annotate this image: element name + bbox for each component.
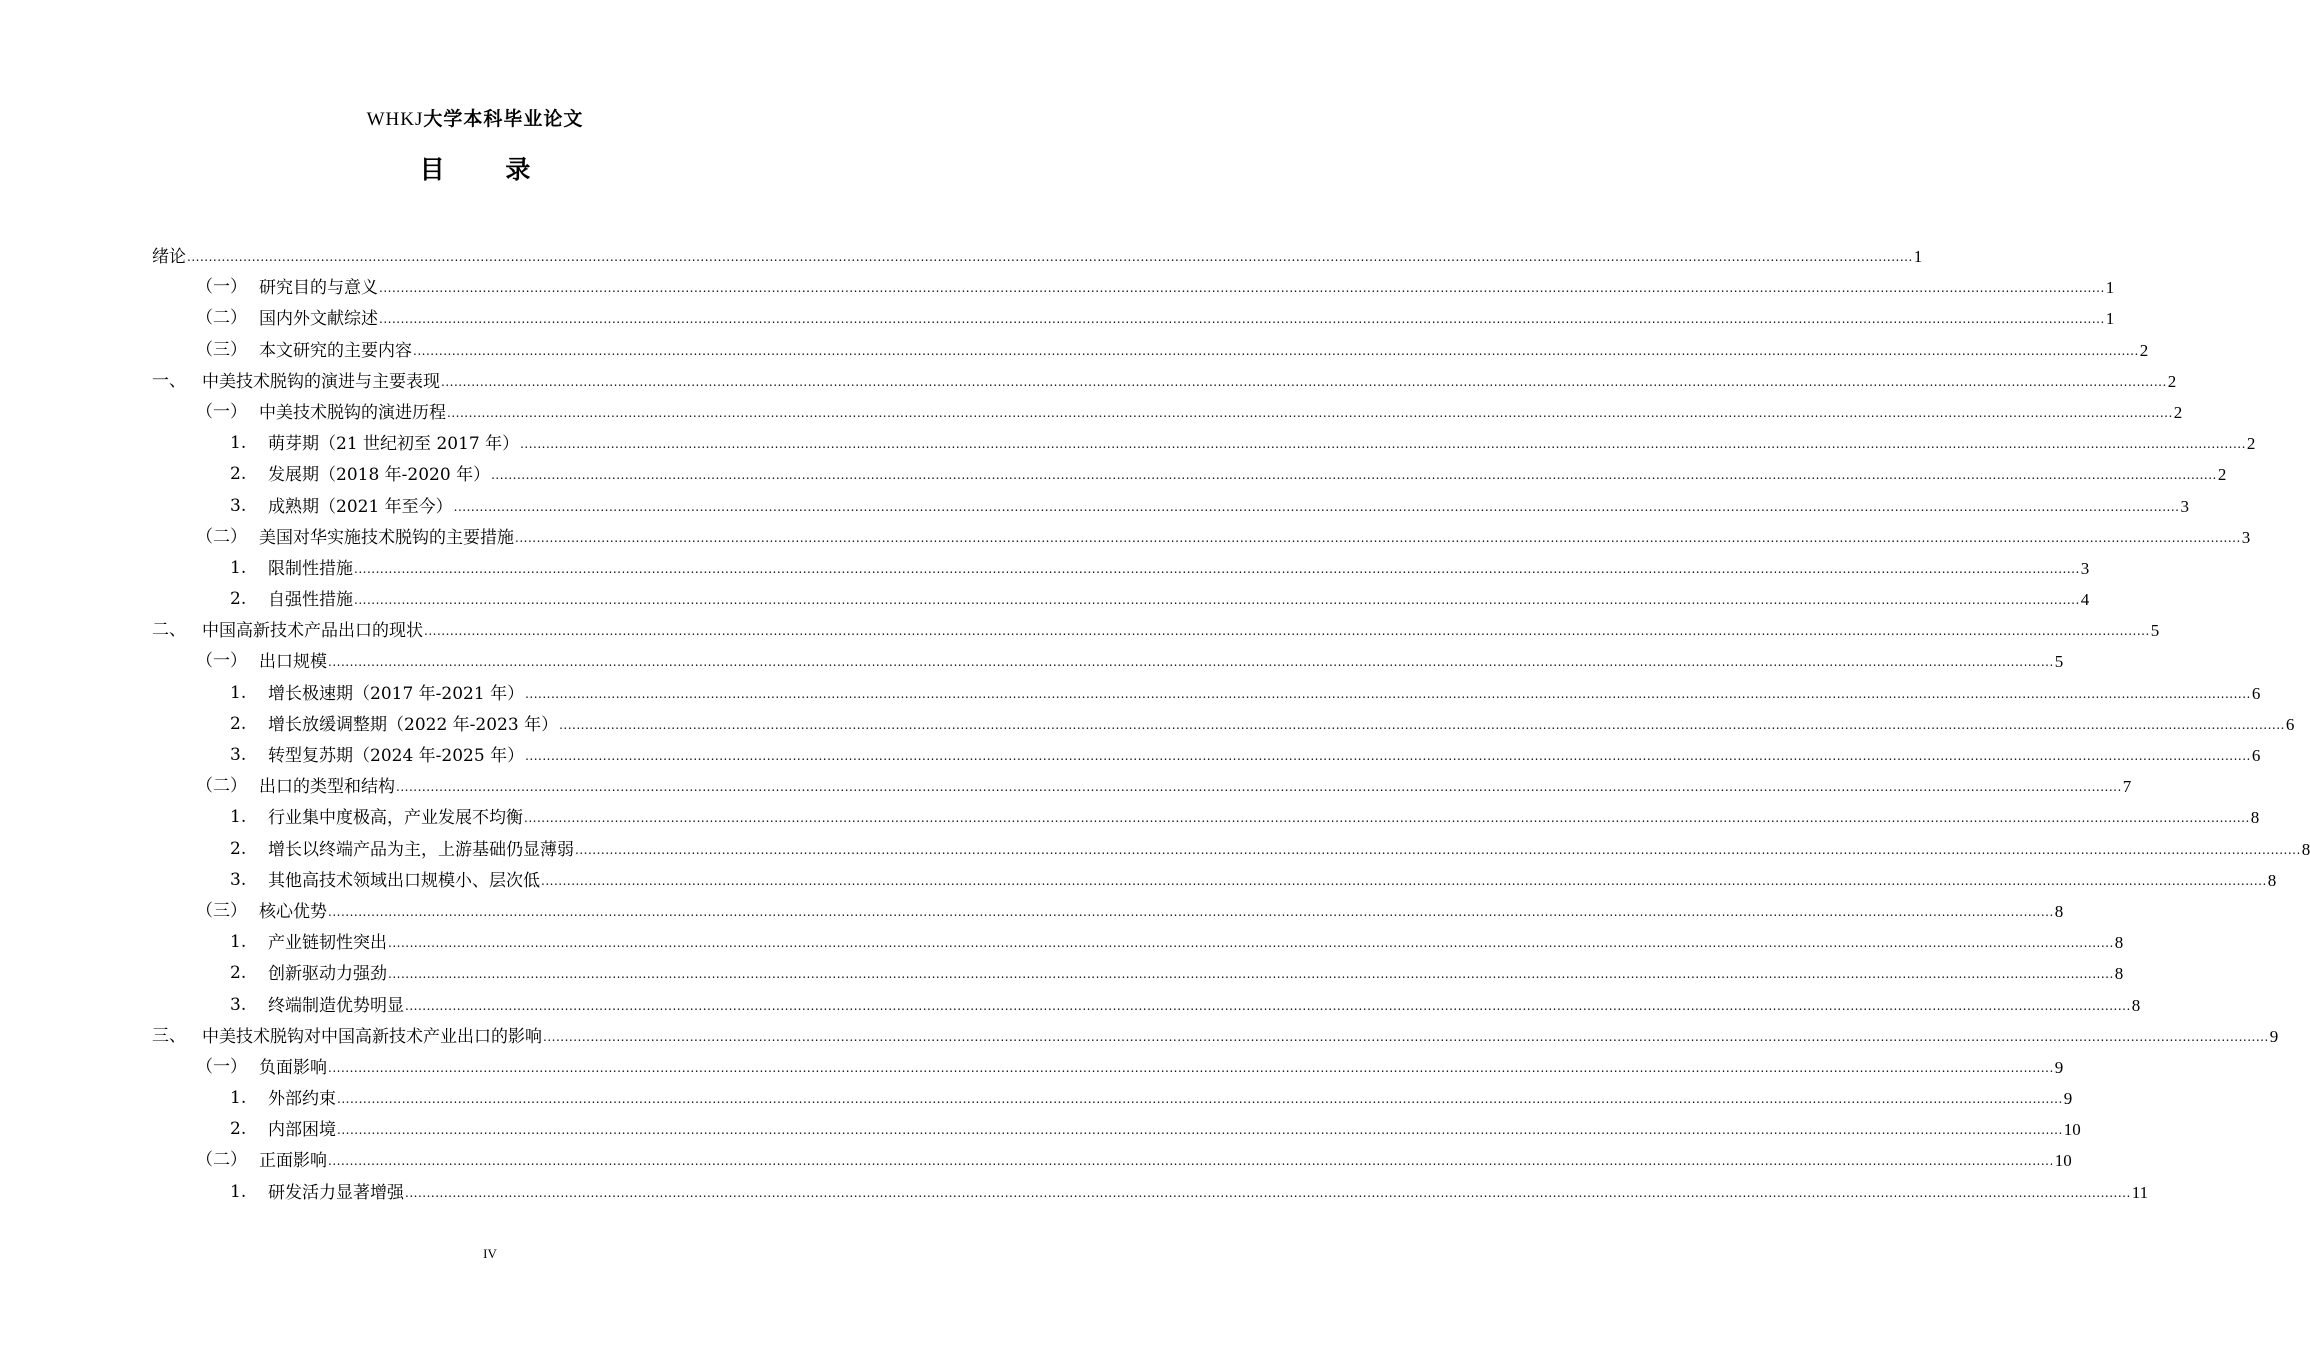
- toc-entry-label[interactable]: 产业链韧性突出: [268, 933, 387, 954]
- toc-leader-dots: ................................................................................................................................................................................................................................................................................................................................................................................................................: [413, 343, 2139, 358]
- toc-leader-dots: ................................................................................................................................................................................................................................................................................................................................................................................................................: [337, 1092, 2063, 1107]
- toc-entry-label[interactable]: 中美技术脱钩的演进历程: [259, 402, 446, 423]
- header-university-name: 大学本科毕业论文: [423, 108, 584, 130]
- toc-entry-marker: 3.: [230, 994, 247, 1015]
- toc-entry-marker: 2.: [230, 713, 247, 734]
- toc-entry-label[interactable]: 中美技术脱钩对中国高新技术产业出口的影响: [202, 1026, 542, 1047]
- toc-entry-label[interactable]: 萌芽期（21 世纪初至 2017 年）: [268, 434, 520, 455]
- toc-entry-page[interactable]: 2: [2167, 371, 2177, 391]
- toc-entry[interactable]: [0, 646, 2064, 677]
- toc-entry-marker: 1.: [230, 932, 247, 953]
- toc-entry-label[interactable]: 其他高技术领域出口规模小、层次低: [268, 870, 540, 891]
- toc-entry-label[interactable]: 出口规模: [259, 652, 327, 673]
- toc-entry-line: [152, 241, 1923, 274]
- toc-entry-label[interactable]: 限制性措施: [268, 558, 353, 579]
- toc-entry-label[interactable]: 中美技术脱钩的演进与主要表现: [202, 371, 440, 392]
- toc-entry[interactable]: [0, 272, 2115, 303]
- toc-entry-page[interactable]: 8: [2114, 933, 2124, 953]
- toc-entry-line: [268, 834, 2310, 867]
- toc-entry-line: [268, 865, 2277, 898]
- toc-leader-dots: ................................................................................................................................................................................................................................................................................................................................................................................................................: [379, 281, 2105, 296]
- toc-entry-line: [259, 1145, 2072, 1178]
- toc-entry[interactable]: [0, 428, 2256, 459]
- toc-leader-dots: ................................................................................................................................................................................................................................................................................................................................................................................................................: [396, 780, 2122, 795]
- toc-entry[interactable]: [0, 865, 2277, 896]
- toc-leader-dots: ................................................................................................................................................................................................................................................................................................................................................................................................................: [447, 405, 2173, 420]
- toc-entry-marker: 3.: [230, 495, 247, 516]
- toc-entry-marker: （二）: [196, 1150, 247, 1171]
- table-of-contents: [0, 241, 2310, 1208]
- toc-entry-label[interactable]: 美国对华实施技术脱钩的主要措施: [259, 527, 514, 548]
- toc-entry-label[interactable]: 自强性措施: [268, 590, 353, 611]
- toc-entry-line: [268, 1114, 2081, 1147]
- toc-title: 目 录: [419, 155, 557, 184]
- toc-entry-marker: 1.: [230, 682, 247, 703]
- toc-entry-page[interactable]: 8: [2131, 995, 2141, 1015]
- toc-entry-marker: （二）: [196, 308, 247, 329]
- toc-entry[interactable]: [0, 958, 2124, 989]
- toc-entry-page[interactable]: 10: [2054, 1151, 2072, 1171]
- toc-entry-line: [268, 1083, 2073, 1116]
- toc-entry-line: [259, 771, 2132, 804]
- toc-entry-line: [268, 958, 2124, 991]
- toc-entry-label[interactable]: 研究目的与意义: [259, 278, 378, 299]
- toc-leader-dots: ................................................................................................................................................................................................................................................................................................................................................................................................................: [328, 655, 2054, 670]
- toc-entry-line: [259, 303, 2115, 336]
- toc-entry-page[interactable]: 8: [2250, 808, 2260, 828]
- toc-leader-dots: ................................................................................................................................................................................................................................................................................................................................................................................................................: [405, 998, 2131, 1013]
- toc-entry-marker: 2.: [230, 1119, 247, 1140]
- toc-entry-line: [259, 896, 2064, 929]
- toc-entry[interactable]: [0, 802, 2260, 833]
- toc-entry-page[interactable]: 2: [2217, 465, 2227, 485]
- toc-entry[interactable]: [0, 241, 1923, 272]
- toc-entry-label[interactable]: 出口的类型和结构: [259, 777, 395, 798]
- toc-entry-page[interactable]: 9: [2269, 1026, 2279, 1046]
- toc-leader-dots: ................................................................................................................................................................................................................................................................................................................................................................................................................: [328, 1060, 2054, 1075]
- toc-entry-marker: （一）: [196, 651, 247, 672]
- toc-entry-page[interactable]: 11: [2131, 1182, 2149, 1202]
- toc-entry-page[interactable]: 5: [2054, 652, 2064, 672]
- toc-entry-marker: （二）: [196, 526, 247, 547]
- toc-entry-label[interactable]: 核心优势: [259, 901, 327, 922]
- toc-leader-dots: ................................................................................................................................................................................................................................................................................................................................................................................................................: [491, 468, 2217, 483]
- toc-entry[interactable]: [0, 678, 2261, 709]
- toc-entry[interactable]: [0, 1114, 2081, 1145]
- toc-leader-dots: ................................................................................................................................................................................................................................................................................................................................................................................................................: [515, 530, 2241, 545]
- toc-entry[interactable]: [0, 709, 2295, 740]
- toc-leader-dots: ................................................................................................................................................................................................................................................................................................................................................................................................................: [388, 967, 2114, 982]
- toc-entry-marker: （一）: [196, 1056, 247, 1077]
- toc-entry-page[interactable]: 8: [2114, 964, 2124, 984]
- toc-entry-page[interactable]: 1: [2105, 278, 2115, 298]
- toc-leader-dots: ................................................................................................................................................................................................................................................................................................................................................................................................................: [525, 749, 2251, 763]
- toc-entry-line: [259, 522, 2251, 555]
- toc-entry-label[interactable]: 本文研究的主要内容: [259, 340, 412, 361]
- toc-entry-label[interactable]: 增长放缓调整期（2022 年-2023 年）: [268, 714, 559, 735]
- toc-entry[interactable]: [0, 771, 2132, 802]
- toc-entry-line: [268, 802, 2260, 835]
- toc-entry-line: [268, 491, 2189, 524]
- toc-entry-marker: 2.: [230, 589, 247, 610]
- toc-entry[interactable]: [0, 740, 2261, 771]
- toc-entry[interactable]: [0, 1177, 2149, 1208]
- toc-entry-label[interactable]: 绪论: [152, 247, 186, 267]
- toc-entry-page[interactable]: 3: [2180, 496, 2189, 516]
- toc-entry-marker: 3.: [230, 869, 247, 890]
- toc-entry-label[interactable]: 国内外文献综述: [259, 309, 378, 330]
- toc-entry-marker: （一）: [196, 401, 247, 422]
- toc-entry-line: [259, 1052, 2064, 1085]
- toc-entry-page[interactable]: 1: [2105, 309, 2115, 329]
- toc-entry[interactable]: [0, 1021, 2279, 1052]
- toc-entry-marker: 二、: [152, 620, 186, 641]
- toc-entry-line: [268, 678, 2261, 711]
- toc-leader-dots: ................................................................................................................................................................................................................................................................................................................................................................................................................: [559, 717, 2285, 732]
- toc-entry[interactable]: [0, 1083, 2073, 1114]
- toc-leader-dots: ................................................................................................................................................................................................................................................................................................................................................................................................................: [575, 842, 2301, 857]
- toc-entry-page[interactable]: 7: [2122, 777, 2132, 797]
- toc-entry-line: [259, 397, 2183, 430]
- toc-entry-line: [268, 584, 2090, 617]
- toc-entry-page[interactable]: 8: [2267, 870, 2277, 890]
- toc-entry[interactable]: [0, 615, 2160, 646]
- toc-leader-dots: ................................................................................................................................................................................................................................................................................................................................................................................................................: [337, 1123, 2063, 1138]
- toc-entry[interactable]: [0, 397, 2183, 428]
- toc-entry-line: [202, 615, 2160, 648]
- header-university-latin: WHKJ: [366, 109, 424, 130]
- toc-entry-marker: 3.: [230, 745, 247, 765]
- toc-entry-line: [202, 366, 2177, 399]
- toc-entry-label[interactable]: 发展期（2018 年-2020 年）: [268, 465, 491, 486]
- toc-entry-page[interactable]: 2: [2139, 340, 2149, 360]
- page-number: IV: [483, 1246, 497, 1261]
- toc-leader-dots: ................................................................................................................................................................................................................................................................................................................................................................................................................: [405, 1185, 2131, 1200]
- toc-entry-marker: 1.: [230, 807, 247, 828]
- toc-entry-label[interactable]: 内部困境: [268, 1120, 336, 1141]
- toc-entry-line: [268, 553, 2090, 586]
- toc-leader-dots: ................................................................................................................................................................................................................................................................................................................................................................................................................: [543, 1029, 2269, 1044]
- toc-entry-label[interactable]: 负面影响: [259, 1057, 327, 1078]
- toc-leader-dots: ................................................................................................................................................................................................................................................................................................................................................................................................................: [354, 593, 2080, 608]
- toc-entry-label[interactable]: 增长极速期（2017 年-2021 年）: [268, 683, 525, 704]
- toc-entry[interactable]: [0, 1145, 2072, 1176]
- toc-entry-line: [259, 272, 2115, 305]
- toc-entry-page[interactable]: 3: [2080, 558, 2090, 578]
- toc-entry-line: [259, 646, 2064, 679]
- toc-entry-label[interactable]: 创新驱动力强劲: [268, 964, 387, 985]
- toc-entry-marker: 1.: [230, 1088, 247, 1109]
- toc-entry-page[interactable]: 9: [2063, 1089, 2073, 1109]
- toc-entry-label[interactable]: 成熟期（2021 年至今）: [268, 496, 453, 517]
- toc-leader-dots: ................................................................................................................................................................................................................................................................................................................................................................................................................: [379, 312, 2105, 327]
- toc-leader-dots: ................................................................................................................................................................................................................................................................................................................................................................................................................: [524, 811, 2250, 826]
- toc-entry[interactable]: [0, 584, 2090, 615]
- toc-entry-marker: （二）: [196, 776, 247, 797]
- toc-entry-marker: （三）: [196, 900, 247, 921]
- toc-entry[interactable]: [0, 896, 2064, 927]
- toc-entry-line: [268, 459, 2227, 492]
- toc-entry-marker: 2.: [230, 963, 247, 984]
- toc-entry-label[interactable]: 研发活力显著增强: [268, 1182, 404, 1203]
- toc-leader-dots: ................................................................................................................................................................................................................................................................................................................................................................................................................: [388, 936, 2114, 951]
- toc-entry-label[interactable]: 终端制造优势明显: [268, 995, 404, 1016]
- toc-entry-label[interactable]: 正面影响: [259, 1151, 327, 1172]
- toc-entry[interactable]: [0, 335, 2149, 366]
- toc-entry-page[interactable]: 9: [2054, 1057, 2064, 1077]
- toc-entry-label[interactable]: 增长以终端产品为主，上游基础仍显薄弱: [268, 839, 574, 860]
- toc-entry-line: [268, 927, 2124, 960]
- toc-entry-marker: （三）: [196, 339, 247, 360]
- toc-leader-dots: ................................................................................................................................................................................................................................................................................................................................................................................................................: [424, 624, 2150, 639]
- toc-entry-marker: 一、: [152, 370, 186, 391]
- toc-entry-page[interactable]: 10: [2063, 1120, 2081, 1140]
- toc-leader-dots: ................................................................................................................................................................................................................................................................................................................................................................................................................: [525, 686, 2251, 701]
- toc-entry-page[interactable]: 6: [2285, 714, 2295, 734]
- toc-entry-label[interactable]: 外部约束: [268, 1089, 336, 1110]
- toc-leader-dots: ................................................................................................................................................................................................................................................................................................................................................................................................................: [541, 873, 2267, 888]
- toc-leader-dots: ................................................................................................................................................................................................................................................................................................................................................................................................................: [453, 499, 2180, 514]
- toc-entry-page[interactable]: 2: [2173, 402, 2183, 422]
- toc-entry-page[interactable]: 1: [1913, 247, 1923, 266]
- toc-entry-marker: （一）: [196, 277, 247, 298]
- toc-entry-label[interactable]: 中国高新技术产品出口的现状: [202, 621, 423, 642]
- toc-entry-marker: 1.: [230, 557, 247, 578]
- toc-entry-line: [268, 1177, 2149, 1210]
- toc-leader-dots: ................................................................................................................................................................................................................................................................................................................................................................................................................: [187, 250, 1913, 264]
- toc-entry-page[interactable]: 2: [2246, 434, 2256, 454]
- toc-entry[interactable]: [0, 366, 2177, 397]
- toc-entry-line: [268, 990, 2141, 1023]
- toc-entry-page[interactable]: 6: [2251, 746, 2261, 765]
- toc-leader-dots: ................................................................................................................................................................................................................................................................................................................................................................................................................: [328, 904, 2054, 919]
- toc-entry[interactable]: [0, 522, 2251, 553]
- toc-leader-dots: ................................................................................................................................................................................................................................................................................................................................................................................................................: [520, 437, 2246, 452]
- toc-entry[interactable]: [0, 553, 2090, 584]
- document-header: [0, 104, 950, 131]
- toc-entry-line: [268, 709, 2295, 742]
- toc-entry-page[interactable]: 6: [2251, 683, 2261, 703]
- toc-leader-dots: ................................................................................................................................................................................................................................................................................................................................................................................................................: [354, 561, 2080, 576]
- toc-entry-line: [268, 428, 2256, 461]
- toc-entry-line: [202, 1021, 2279, 1054]
- toc-entry-marker: 三、: [152, 1025, 186, 1046]
- toc-entry-marker: 1.: [230, 433, 247, 454]
- toc-entry[interactable]: [0, 834, 2310, 865]
- toc-entry-marker: 2.: [230, 464, 247, 485]
- toc-entry[interactable]: [0, 459, 2227, 490]
- toc-entry[interactable]: [0, 491, 2189, 522]
- toc-entry[interactable]: [0, 303, 2115, 334]
- toc-entry-marker: 2.: [230, 838, 247, 859]
- toc-entry[interactable]: [0, 927, 2124, 958]
- toc-entry-page[interactable]: 3: [2241, 527, 2251, 547]
- toc-entry-line: [268, 740, 2261, 773]
- toc-entry[interactable]: [0, 990, 2141, 1021]
- toc-entry-label[interactable]: 行业集中度极高，产业发展不均衡: [268, 808, 523, 829]
- toc-entry[interactable]: [0, 1052, 2064, 1083]
- toc-entry-page[interactable]: 5: [2150, 621, 2160, 641]
- toc-entry-page[interactable]: 4: [2080, 590, 2090, 610]
- toc-entry-label[interactable]: 转型复苏期（2024 年-2025 年）: [268, 746, 525, 766]
- toc-entry-line: [259, 335, 2149, 368]
- toc-leader-dots: ................................................................................................................................................................................................................................................................................................................................................................................................................: [441, 374, 2167, 389]
- toc-entry-page[interactable]: 8: [2301, 839, 2310, 859]
- toc-entry-marker: 1.: [230, 1181, 247, 1202]
- toc-leader-dots: ................................................................................................................................................................................................................................................................................................................................................................................................................: [328, 1154, 2054, 1169]
- toc-entry-page[interactable]: 8: [2054, 901, 2064, 921]
